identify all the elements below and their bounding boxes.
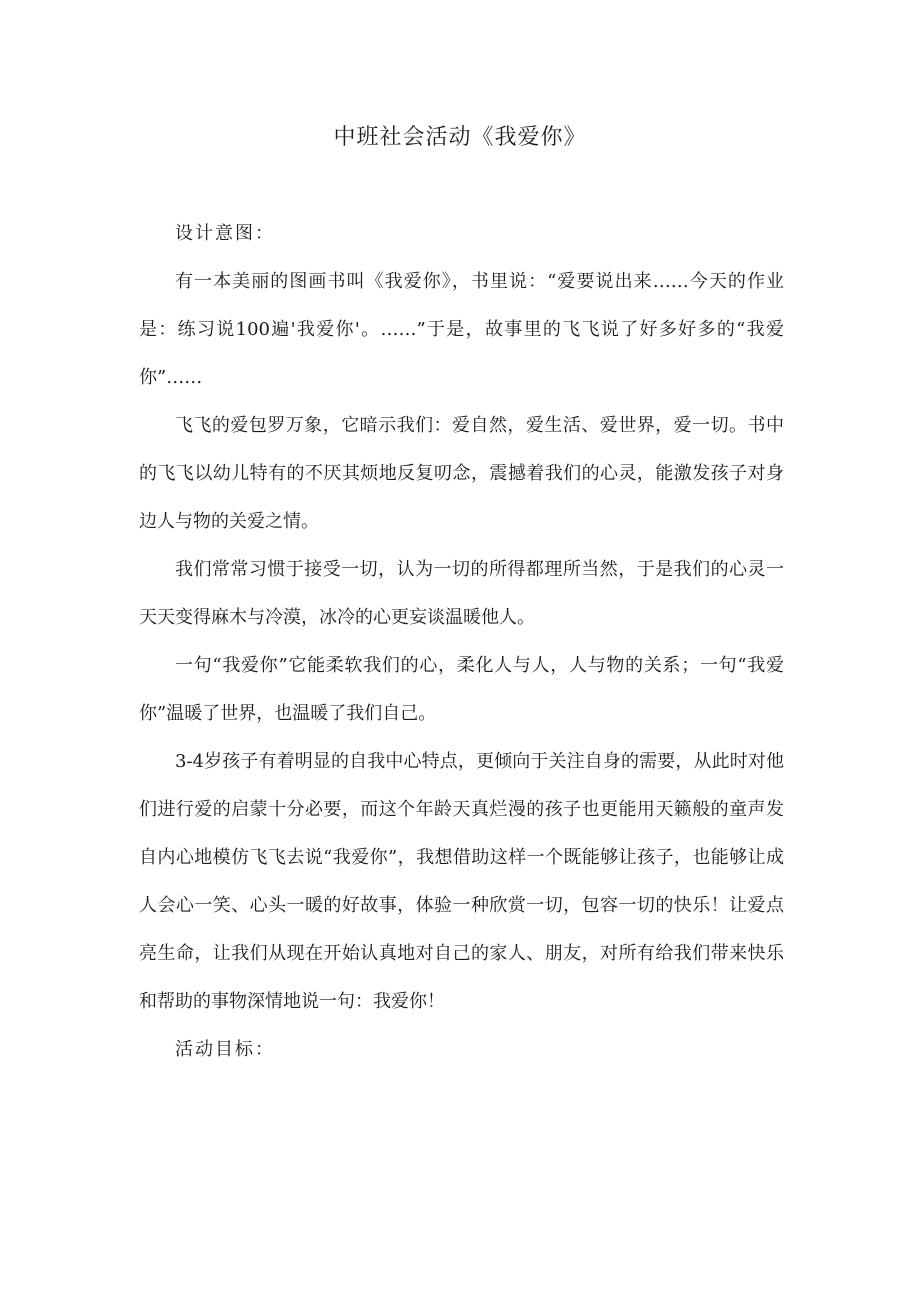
paragraph-love-everything: 飞飞的爱包罗万象，它暗示我们：爱自然，爱生活、爱世界，爱一切。书中的飞飞以幼儿特有的不厌其烦地反复叨念，震撼着我们的心灵，能激发孩子对身边人与物的关爱之情。	[139, 415, 784, 532]
design-intent-heading: 设计意图：	[175, 223, 275, 244]
page-title: 中班社会活动《我爱你》	[333, 125, 587, 150]
activity-goals-heading: 活动目标：	[175, 1039, 275, 1060]
paragraph-taking-for-granted: 我们常常习惯于接受一切，认为一切的所得都理所当然，于是我们的心灵一天天变得麻木与冷漠，冰冷的心更妄谈温暖他人。	[139, 559, 784, 628]
document-body	[139, 210, 784, 1074]
paragraph-age-rationale: 3-4岁孩子有着明显的自我中心特点，更倾向于关注自身的需要，从此时对他们进行爱的启蒙十分必要，而这个年龄天真烂漫的孩子也更能用天籁般的童声发自内心地模仿飞飞去说“我爱你”，我想借助这样一个既能够让孩子，也能够让成人会心一笑、心头一暖的好故事，体验一种欣赏一切，包容一切的快乐！让爱点亮生命，让我们从现在开始认真地对自己的家人、朋友，对所有给我们带来快乐和帮助的事物深情地说一句：我爱你！	[139, 751, 784, 1012]
paragraph-i-love-you-warmth: 一句“我爱你”它能柔软我们的心，柔化人与人，人与物的关系；一句“我爱你”温暖了世界，也温暖了我们自己。	[139, 655, 784, 724]
paragraph-picture-book: 有一本美丽的图画书叫《我爱你》，书里说：“爱要说出来……今天的作业是：练习说100遍'我爱你'。……”于是，故事里的飞飞说了好多好多的“我爱你”……	[139, 271, 784, 388]
